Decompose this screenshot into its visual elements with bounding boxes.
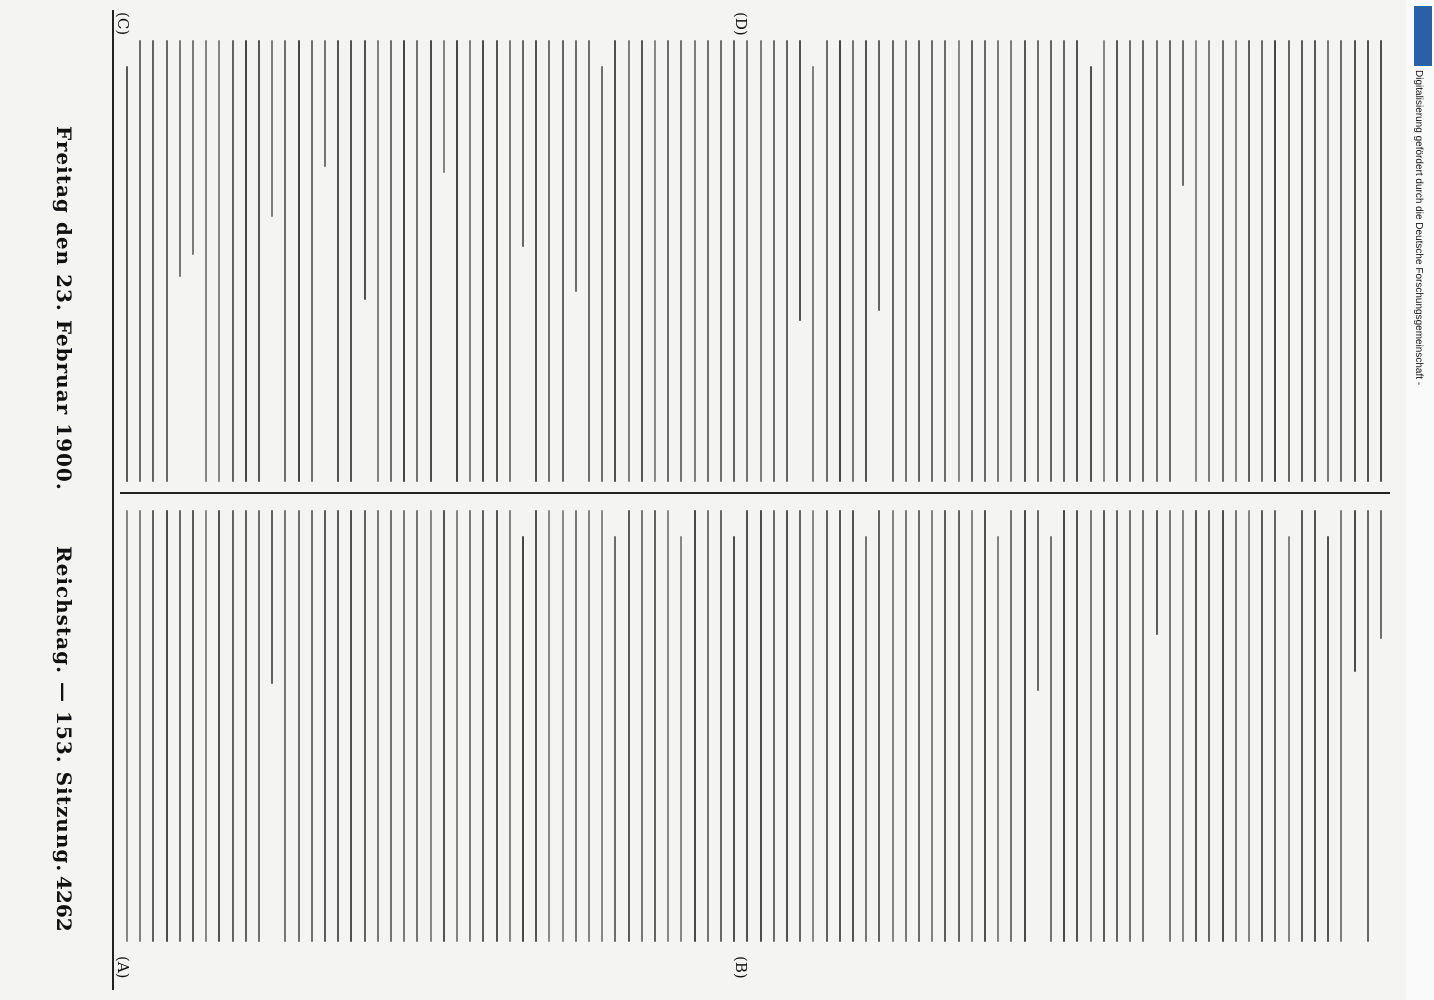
- text-line: [496, 510, 498, 942]
- text-line: [812, 510, 814, 942]
- text-line: [324, 510, 326, 942]
- text-line: [1195, 510, 1197, 942]
- text-line: [1248, 510, 1250, 942]
- text-line: [284, 510, 286, 942]
- text-line: [482, 40, 484, 482]
- text-line: [403, 40, 405, 482]
- text-line: [364, 510, 366, 942]
- text-line: [562, 510, 564, 942]
- text-line: [799, 40, 801, 321]
- text-line: [680, 536, 682, 942]
- text-line: [852, 510, 854, 942]
- text-line: [1024, 40, 1026, 482]
- text-line: [298, 510, 300, 942]
- text-line: [205, 40, 207, 482]
- text-line: [522, 536, 524, 942]
- text-line: [482, 510, 484, 942]
- text-line: [628, 510, 630, 942]
- text-line: [641, 40, 643, 482]
- text-line: [192, 510, 194, 942]
- text-line: [1367, 510, 1369, 942]
- text-line: [271, 510, 273, 684]
- text-line: [1354, 40, 1356, 482]
- text-line: [245, 40, 247, 482]
- text-line: [944, 510, 946, 942]
- text-line: [1103, 40, 1105, 482]
- text-line: [192, 40, 194, 255]
- text-line: [892, 510, 894, 942]
- text-line: [733, 40, 735, 482]
- text-line: [1235, 510, 1237, 942]
- text-line: [456, 40, 458, 482]
- text-line: [1063, 510, 1065, 942]
- margin-marker-b: (B): [732, 956, 750, 979]
- text-line: [324, 40, 326, 167]
- text-line: [1050, 40, 1052, 482]
- text-line: [1142, 40, 1144, 482]
- text-line: [588, 40, 590, 482]
- text-line: [337, 510, 339, 942]
- text-line: [799, 510, 801, 942]
- text-line: [601, 510, 603, 942]
- text-line: [694, 40, 696, 482]
- text-line: [1340, 510, 1342, 942]
- text-line: [416, 510, 418, 942]
- text-line: [258, 510, 260, 942]
- text-line: [509, 510, 511, 942]
- text-line: [548, 510, 550, 942]
- text-line: [984, 40, 986, 482]
- text-line: [1090, 66, 1092, 482]
- running-date: Freitag den 23. Februar 1900.: [52, 126, 76, 491]
- digitization-note: Digitalisierung gefördert durch die Deutsche Forschungsgemeinschaft -: [1413, 70, 1424, 386]
- text-line: [878, 40, 880, 311]
- text-line: [773, 510, 775, 942]
- text-line: [1037, 40, 1039, 482]
- text-line: [826, 510, 828, 942]
- text-line: [1208, 510, 1210, 942]
- text-line: [548, 40, 550, 482]
- text-line: [707, 40, 709, 482]
- text-line: [152, 40, 154, 482]
- rotated-document-page: [40, 6, 1400, 994]
- text-line: [1156, 510, 1158, 635]
- text-line: [720, 40, 722, 482]
- text-line: [720, 510, 722, 942]
- text-line: [350, 510, 352, 942]
- text-line: [1314, 40, 1316, 482]
- text-line: [522, 40, 524, 247]
- text-line: [1156, 40, 1158, 482]
- text-line: [931, 40, 933, 482]
- text-line: [944, 40, 946, 482]
- text-line: [905, 40, 907, 482]
- text-line: [971, 40, 973, 482]
- text-line: [311, 510, 313, 942]
- text-line: [1354, 510, 1356, 672]
- text-line: [139, 510, 141, 942]
- text-line: [865, 40, 867, 482]
- text-line: [430, 510, 432, 942]
- margin-marker-a: (A): [114, 956, 132, 979]
- text-line: [456, 510, 458, 942]
- text-line: [628, 40, 630, 482]
- text-line: [1129, 40, 1131, 482]
- text-line: [430, 40, 432, 482]
- text-line: [826, 40, 828, 482]
- dfg-logo: [1414, 6, 1432, 66]
- text-line: [284, 40, 286, 482]
- text-line: [337, 40, 339, 482]
- text-line: [166, 40, 168, 482]
- text-line: [1367, 40, 1369, 482]
- text-line: [1261, 40, 1263, 482]
- text-line: [179, 510, 181, 942]
- margin-marker-c: (C): [114, 12, 132, 36]
- text-line: [667, 510, 669, 942]
- text-line: [469, 510, 471, 942]
- text-line: [918, 510, 920, 942]
- text-line: [218, 510, 220, 942]
- text-line: [1010, 510, 1012, 942]
- column-divider: [120, 492, 1390, 494]
- text-line: [760, 40, 762, 482]
- text-line: [232, 510, 234, 942]
- text-line: [377, 510, 379, 942]
- text-line: [601, 66, 603, 482]
- text-line: [852, 40, 854, 482]
- text-line: [971, 510, 973, 942]
- text-line: [403, 510, 405, 942]
- text-line: [1380, 510, 1382, 639]
- text-line: [1169, 510, 1171, 942]
- text-line: [1195, 40, 1197, 482]
- text-line: [139, 40, 141, 482]
- text-line: [562, 40, 564, 482]
- text-line: [931, 510, 933, 942]
- text-line: [839, 510, 841, 942]
- text-line: [680, 40, 682, 482]
- text-line: [1010, 40, 1012, 482]
- text-line: [1288, 536, 1290, 942]
- text-line: [746, 510, 748, 942]
- text-line: [707, 510, 709, 942]
- text-line: [443, 510, 445, 942]
- text-line: [1274, 510, 1276, 942]
- text-line: [575, 510, 577, 942]
- text-line: [232, 40, 234, 482]
- text-line: [1301, 510, 1303, 942]
- text-line: [1327, 40, 1329, 482]
- text-line: [997, 40, 999, 482]
- text-line: [786, 40, 788, 482]
- text-line: [496, 40, 498, 482]
- text-line: [205, 510, 207, 942]
- text-line: [1024, 510, 1026, 942]
- text-line: [1116, 510, 1118, 942]
- text-line: [878, 510, 880, 942]
- text-line: [179, 40, 181, 277]
- text-line: [865, 536, 867, 942]
- text-line: [614, 536, 616, 942]
- running-title: Reichstag. — 153. Sitzung.: [52, 546, 76, 873]
- text-line: [1235, 40, 1237, 482]
- text-line: [839, 40, 841, 482]
- text-line: [390, 40, 392, 482]
- text-line: [1050, 536, 1052, 942]
- text-line: [1380, 40, 1382, 482]
- text-line: [126, 66, 128, 482]
- text-line: [364, 40, 366, 300]
- text-line: [1222, 40, 1224, 482]
- text-line: [1314, 510, 1316, 942]
- margin-marker-d: (D): [732, 12, 750, 36]
- text-line: [1129, 510, 1131, 942]
- text-line: [298, 40, 300, 482]
- text-line: [469, 40, 471, 482]
- text-column-right: [120, 36, 1390, 486]
- page-number: 4262: [52, 876, 76, 932]
- text-line: [1076, 40, 1078, 482]
- text-line: [535, 40, 537, 482]
- text-line: [614, 40, 616, 482]
- text-line: [773, 40, 775, 482]
- text-line: [350, 40, 352, 482]
- text-line: [1142, 510, 1144, 942]
- digitization-strip: [1406, 0, 1434, 1000]
- text-line: [377, 40, 379, 482]
- text-line: [1261, 510, 1263, 942]
- text-line: [694, 510, 696, 942]
- text-line: [958, 510, 960, 942]
- text-line: [1288, 40, 1290, 482]
- text-line: [760, 510, 762, 942]
- text-line: [575, 40, 577, 292]
- text-column-left: [120, 506, 1390, 946]
- text-line: [152, 510, 154, 942]
- text-line: [1116, 40, 1118, 482]
- text-line: [733, 536, 735, 942]
- text-line: [535, 510, 537, 942]
- text-line: [1090, 510, 1092, 942]
- text-line: [271, 40, 273, 217]
- text-line: [1182, 40, 1184, 186]
- text-line: [1274, 40, 1276, 482]
- text-line: [509, 40, 511, 482]
- text-line: [984, 510, 986, 942]
- text-line: [166, 510, 168, 942]
- text-line: [1037, 510, 1039, 691]
- text-line: [1063, 40, 1065, 482]
- text-line: [786, 510, 788, 942]
- text-line: [654, 510, 656, 942]
- text-line: [997, 536, 999, 942]
- text-line: [588, 510, 590, 942]
- text-line: [218, 40, 220, 482]
- text-line: [667, 40, 669, 482]
- text-line: [311, 40, 313, 482]
- text-line: [1301, 40, 1303, 482]
- text-line: [918, 40, 920, 482]
- text-line: [390, 510, 392, 942]
- text-line: [654, 40, 656, 482]
- text-line: [1182, 510, 1184, 942]
- text-line: [892, 40, 894, 482]
- text-line: [1340, 40, 1342, 482]
- text-line: [258, 40, 260, 482]
- text-line: [1327, 536, 1329, 942]
- text-line: [812, 66, 814, 482]
- text-line: [126, 510, 128, 942]
- text-line: [1076, 510, 1078, 942]
- text-line: [958, 40, 960, 482]
- text-line: [1208, 40, 1210, 482]
- text-line: [905, 510, 907, 942]
- text-line: [1169, 40, 1171, 482]
- text-line: [641, 510, 643, 942]
- text-line: [245, 510, 247, 942]
- text-line: [1222, 510, 1224, 942]
- text-line: [443, 40, 445, 173]
- text-line: [1248, 40, 1250, 482]
- text-line: [1103, 510, 1105, 942]
- text-line: [416, 40, 418, 482]
- header-rule: [112, 10, 114, 990]
- text-line: [746, 40, 748, 482]
